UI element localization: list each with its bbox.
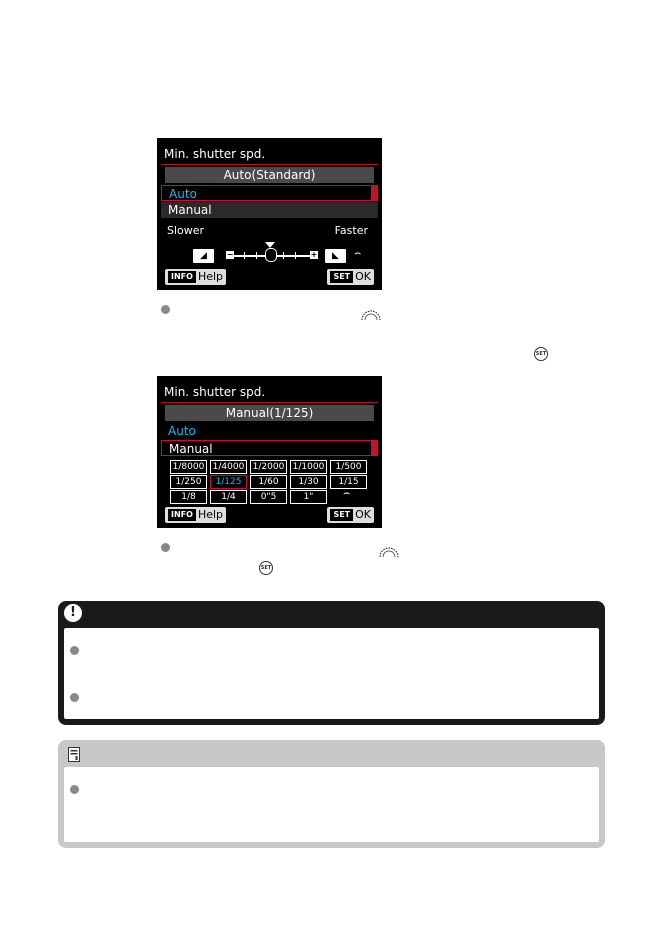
note-content — [64, 767, 599, 842]
shutter-speed-cell[interactable]: 1/8 — [170, 490, 207, 504]
note-box — [58, 740, 605, 848]
option-manual[interactable]: Manual — [161, 440, 378, 456]
slider-tick — [295, 252, 296, 259]
slider-tick — [256, 252, 257, 259]
shutter-speed-cell[interactable]: 1/60 — [250, 475, 287, 489]
bullet-icon — [70, 646, 79, 655]
shutter-speed-cell[interactable]: 1/250 — [170, 475, 207, 489]
shutter-speed-cell[interactable]: 1/500 — [330, 460, 367, 474]
current-setting: Auto(Standard) — [165, 167, 374, 183]
dial-arc-icon: ⌢ — [343, 486, 351, 499]
info-key: INFO — [168, 509, 196, 521]
shutter-speed-cell[interactable]: 0"5 — [250, 490, 287, 504]
note-icon — [68, 747, 80, 762]
shutter-speed-cell-selected[interactable]: 1/125 — [210, 475, 247, 489]
title-divider — [161, 164, 378, 165]
slider-pointer-icon — [265, 242, 275, 248]
bullet-icon — [70, 693, 79, 702]
caution-content — [64, 628, 599, 719]
set-key: SET — [330, 509, 353, 521]
shutter-speed-cell[interactable]: 1/15 — [330, 475, 367, 489]
option-manual[interactable]: Manual — [161, 202, 378, 218]
faster-button[interactable]: ◣ — [325, 249, 346, 263]
bullet-icon — [70, 785, 79, 794]
slower-button[interactable]: ◢ — [193, 249, 214, 263]
help-button[interactable] — [165, 269, 226, 285]
info-key: INFO — [168, 271, 196, 283]
caution-icon: ! — [64, 604, 82, 622]
slider-tick — [283, 252, 284, 259]
bullet-icon — [161, 543, 170, 552]
slower-label: Slower — [167, 224, 205, 237]
shutter-speed-cell[interactable]: 1/8000 — [170, 460, 207, 474]
help-label: Help — [197, 270, 224, 283]
current-setting: Manual(1/125) — [165, 405, 374, 421]
ok-label: OK — [355, 270, 371, 283]
option-auto[interactable]: Auto — [161, 185, 378, 201]
faster-label: Faster — [334, 224, 368, 237]
shutter-speed-cell[interactable]: 1/30 — [290, 475, 327, 489]
shutter-speed-cell[interactable]: 1/2000 — [250, 460, 287, 474]
set-key: SET — [330, 271, 353, 283]
caution-box — [58, 601, 605, 725]
option-auto[interactable]: Auto — [168, 424, 196, 438]
screen-title: Min. shutter spd. — [164, 385, 266, 399]
dial-arc-icon: ⌢ — [354, 246, 362, 259]
title-divider — [161, 402, 378, 403]
bullet-icon — [161, 305, 170, 314]
shutter-speed-cell[interactable]: 1/4 — [210, 490, 247, 504]
ok-button[interactable] — [327, 507, 374, 523]
ok-label: OK — [355, 508, 371, 521]
main-dial-icon — [360, 306, 382, 322]
camera-screen-auto — [157, 138, 382, 290]
shutter-speed-cell[interactable]: 1" — [290, 490, 327, 504]
slider-zero-mark — [265, 248, 277, 262]
set-button-icon: SET — [534, 347, 548, 361]
minus-icon: − — [226, 250, 234, 259]
plus-icon: + — [310, 250, 318, 259]
help-label: Help — [197, 508, 224, 521]
shutter-speed-cell[interactable]: 1/1000 — [290, 460, 327, 474]
help-button[interactable] — [165, 507, 226, 523]
set-button-icon: SET — [259, 561, 273, 575]
camera-screen-manual — [157, 376, 382, 528]
screen-title: Min. shutter spd. — [164, 147, 266, 161]
shutter-speed-cell[interactable]: 1/4000 — [210, 460, 247, 474]
ok-button[interactable] — [327, 269, 374, 285]
slider-tick — [244, 252, 245, 259]
main-dial-icon — [378, 543, 400, 559]
